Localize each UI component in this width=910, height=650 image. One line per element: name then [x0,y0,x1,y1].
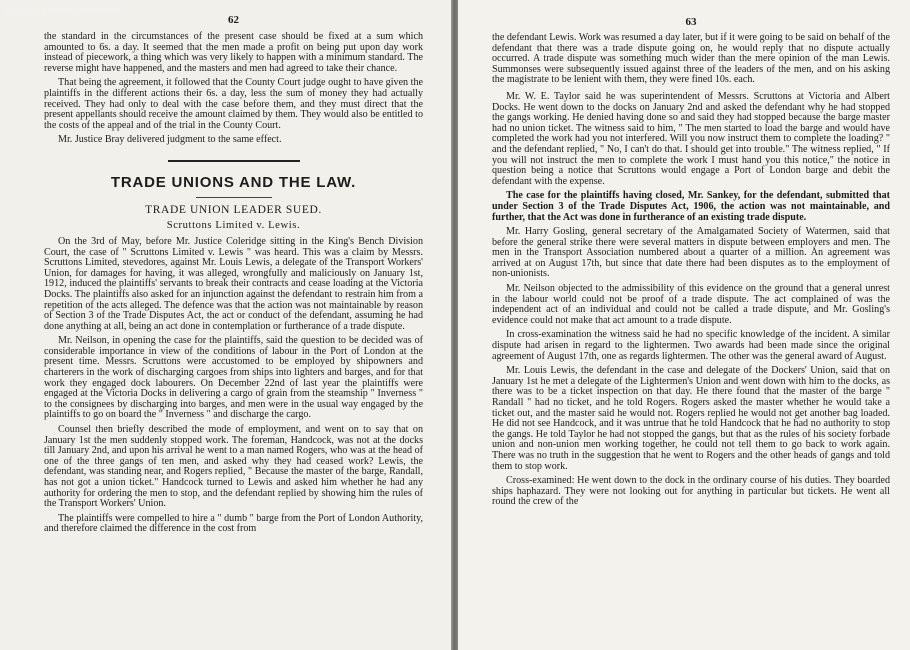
paragraph: Counsel then briefly described the mode of employment, and went on to say that on January 1st the men suddenly stopped work. The foreman, Handcock, was not at the docks till January 2nd, and upon his arrival he went to a man named Rogers, who was at the head of one of the three gangs of ten men, and asked why they had ceased work? Lewis, the defendant, was standing near, and Rogers replied, " Because the master of the barge, Randall, has not got a union ticket." Handcock turned to Lewis and asked him whether he had any authority for ordering the men to stop, and the defendant replied by showing him the rules of the Transport Workers' Union. [44,424,423,510]
paragraph: The case for the plaintiffs having closed, Mr. Sankey, for the defendant, submitted that under Section 3 of the Trade Disputes Act, 1906, the action was not maintainable, and further, that the Act was done in furtherance of an existing trade dispute. [492,190,890,223]
right-page [458,0,910,650]
paragraph: Cross-examined: He went down to the dock in the ordinary course of his duties. They boarded ships haphazard. They were not looking out for anything in particular but tickets. He went all round the crew of the [492,475,890,508]
paragraph: The plaintiffs were compelled to hire a " dumb " barge from the Port of London Authority, and therefore claimed the difference in the cost from [44,512,423,535]
case-name: Scruttons Limited v. Lewis. [166,219,301,231]
paragraph: Mr. Neilson, in opening the case for the plaintiffs, said the question to be decided was of considerable importance in view of the conditions of labour in the Port of London at the present time. Messrs. Scruttons were accustomed to be employed by shipowners and charterers in the work of discharging cargoes from ships into lighters and barges, and for that work they engaged dock labourers. On December 22nd of last year the plaintiffs were engaged at the Victoria Docks in delivering a cargo of grain from the steamship " Inverness " to the consignees by discharging into barges, and men were in the usual way engaged by the plaintiffs to go on board the " Inverness " and discharge the cargo. [44,335,423,421]
page-number-right: 63 [685,16,697,28]
article-subtitle: TRADE UNION LEADER SUED. [145,203,322,216]
paragraph: the defendant Lewis. Work was resumed a day later, but if it were going to be said on behalf of the defendant that there was a trade dispute going on, he would reply that no dispute actually occurred. A trade dispute was something much wider than the mere opinion of the man Lewis. Summonses were subsequently issued against three of the leaders of the men, and on his asking the magistrate to be lenient with them, they were fined 10s. each. [492,32,890,86]
book-gutter [451,0,458,650]
page-number-left: 62 [228,14,239,26]
section-title: TRADE UNIONS AND THE LAW. [110,173,357,191]
paragraph: Mr. W. E. Taylor said he was superintendent of Messrs. Scruttons at Victoria and Albert Docks. He went down to the docks on January 2nd and asked the defendant why he had stopped the gangs working. He denied having done so and said they had stopped because the barge master had no union ticket. The witness said to him, " The men started to load the barge and would have completed the work had you not interfered. Will you now instruct them to complete the loading? " and the defendant replied, " No, I can't do that. I should get into trouble." The witness replied, " If you will not instruct the men to complete the work I must hand you this notice," the notice in question being a notice that Scruttons would engage a Port of London barge and debit the defendant with the expense. [492,90,890,187]
paragraph: In cross-examination the witness said he had no specific knowledge of the incident. A similar dispute had arisen in regard to the lightermen. Two awards had been made since the original agreement of August 17th, one as regards lightermen. The other was the general award of August. [492,329,890,362]
paragraph: the standard in the circumstances of the present case should be fixed at a sum which amounted to 6s. a day. It seemed that the men made a profit on being put upon day work instead of piecework, a thing which was very likely to happen with a minimum standard. The reverse might have happened, and the masters and men had agreed to take their chance. [44,31,423,74]
paragraph: That being the agreement, it followed that the County Court judge ought to have given the plaintiffs in the different actions their 6s. a day, less the sum of money they had actually received. They had only to deal with the case before them, and they must direct that the present appellants should receive the amount claimed by them. They would also be entitled to the costs of the appeal and of the trial in the County Court. [44,77,423,131]
paragraph: Mr. Louis Lewis, the defendant in the case and delegate of the Dockers' Union, said that on January 1st he met a delegate of the Lightermen's Union and went down with him to the docks, as there was to be a ticket inspection on that day. He there found that the master of the barge " Randall " had no ticket, and he told Rogers. Rogers asked the master whether he would take a ticket out, and the master said he would not. Rogers replied he would not get another bag loaded. He did not see Handcock, and it was untrue that he told Handcock that he had no authority to stop the gangs. He told Taylor he had not stopped the gangs, but that as the rules of his society forbade union and non-union men working together, he could not tell them to go back to work again. There was no truth in the suggestion that he went to Rogers and the other heads of gangs and told them to stop work. [492,365,890,472]
paragraph: Mr. Harry Gosling, general secretary of the Amalgamated Society of Watermen, said that before the general strike there were several matters in dispute between employers and men. The men in the Transport Association numbered about a quarter of a million. An agreement was arrived at on August 17th, but since that date there had been disputes as to the employment of non-unionists. [492,226,890,280]
paragraph: On the 3rd of May, before Mr. Justice Coleridge sitting in the King's Bench Division Court, the case of " Scruttons Limited v. Lewis " was heard. This was a claim by Messrs. Scruttons Limited, stevedores, against Mr. Louis Lewis, a delegate of the Transport Workers' Union, for damages for having, it was alleged, wrongfully and maliciously on January 1st, 1912, induced the plaintiffs' servants to break their contracts and cease loading at the Victoria Docks. The plaintiffs also asked for an injunction against the defendant to restrain him from a repetition of the acts alleged. The defence was that the action was not maintainable by reason of Section 3 of the Trade Disputes Act, the act or conduct of the defendant, assuming he had done anything at all, being an act done in contemplation or furtherance of a trade dispute. [44,235,423,332]
paragraph: Mr. Justice Bray delivered judgment to the same effect. [58,134,282,146]
title-underline [196,197,272,198]
copyright-watermark: (c) TUC Library Collections [6,5,122,15]
paragraph: Mr. Neilson objected to the admissibility of this evidence on the ground that a general unrest in the labour world could not be proof of a trade dispute. The act complained of was the independent act of an individual and could not be called a trade dispute, and Mr. Gosling's evidence could not make that act amount to a trade dispute. [492,283,890,326]
section-divider [168,160,300,162]
left-page [0,0,451,650]
